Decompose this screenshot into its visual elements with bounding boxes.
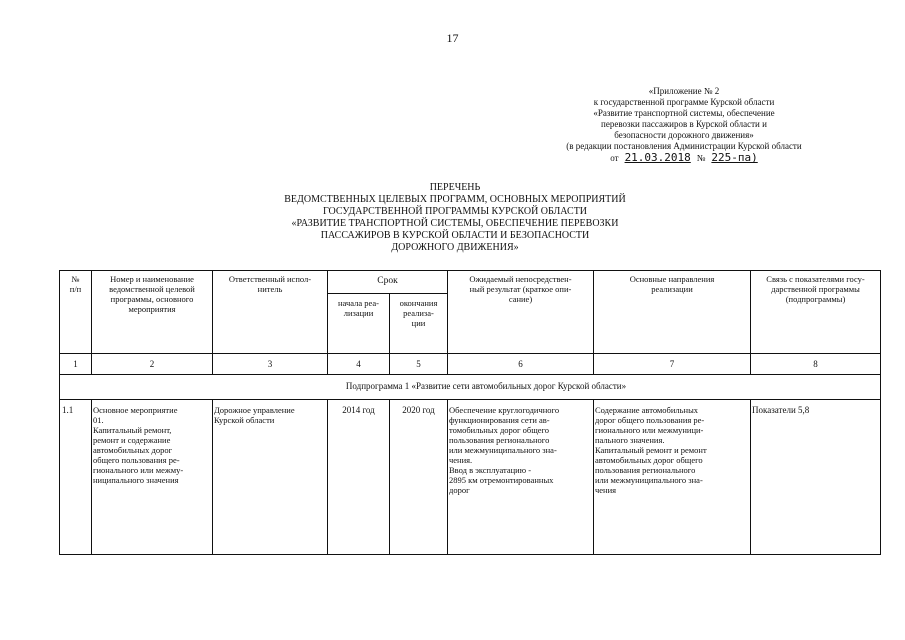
row-start: 2014 год [342, 405, 375, 415]
row-num: 1.1 [62, 405, 74, 415]
row-link: Показатели 5,8 [752, 405, 810, 415]
column-number: 4 [356, 359, 361, 369]
column-number: 8 [813, 359, 818, 369]
date-prefix: от [610, 153, 619, 163]
document-heading [240, 182, 670, 254]
header-term: Срок [377, 276, 398, 286]
annex-line: (в редакции постановления Администрации Курской области [566, 141, 802, 151]
subprogram-title: Подпрограмма 1 «Развитие сети автомобильных дорог Курской области» [345, 381, 627, 391]
annex-block [534, 86, 834, 164]
heading-line: ГОСУДАРСТВЕННОЙ ПРОГРАММЫ КУРСКОЙ ОБЛАСТИ [322, 206, 588, 217]
header-term-start: начала реа- лизации [338, 298, 379, 318]
number-prefix: № [696, 153, 706, 163]
header-term-end: окончания реализа- ции [399, 298, 438, 328]
header-num: № п/п [69, 274, 82, 294]
header-executor: Ответственный испол- нитель [228, 274, 312, 294]
annex-line: перевозки пассажиров в Курской области и [601, 119, 767, 129]
header-name: Номер и наименование ведомственной целевой программы, основного мероприятия [109, 274, 195, 314]
column-number: 6 [518, 359, 523, 369]
header-link: Связь с показателями госу- дарственной программы (подпрограммы) [766, 274, 865, 304]
annex-line: к государственной программе Курской области [593, 97, 775, 107]
number-value: 225-па) [711, 151, 758, 164]
heading-line: ВЕДОМСТВЕННЫХ ЦЕЛЕВЫХ ПРОГРАММ, ОСНОВНЫХ МЕРОПРИЯТИЙ [284, 194, 626, 205]
column-number: 7 [669, 359, 675, 369]
annex-line: «Приложение № 2 [648, 86, 720, 96]
row-end: 2020 год [402, 405, 435, 415]
annex-date-line [534, 152, 834, 164]
heading-line: ПАССАЖИРОВ В КУРСКОЙ ОБЛАСТИ И БЕЗОПАСНОСТИ [320, 230, 590, 241]
header-result: Ожидаемый непосредствен- ный результат (краткое опи- сание) [469, 274, 572, 304]
column-number: 2 [149, 359, 155, 369]
column-number: 5 [416, 359, 421, 369]
row-directions: Содержание автомобильных дорог общего пользования ре- гионального или межмуници- пального значения. Капитальный ремонт и ремонт автомобильных дорог общего пользования регионального или межмуниципального зна- чения [595, 405, 707, 495]
header-directions: Основные направления реализации [629, 274, 715, 294]
annex-line: безопасности дорожного движения» [614, 130, 754, 140]
row-name: Основное мероприятие 01. Капитальный ремонт, ремонт и содержание автомобильных дорог общего пользования ре- гионального или межму- ниципального значения [93, 405, 184, 485]
heading-line: ПЕРЕЧЕНЬ [429, 182, 481, 193]
heading-line: ДОРОЖНОГО ДВИЖЕНИЯ» [391, 242, 519, 253]
column-number: 3 [267, 359, 273, 369]
row-executor: Дорожное управление Курской области [214, 405, 295, 425]
heading-line: «РАЗВИТИЕ ТРАНСПОРТНОЙ СИСТЕМЫ, ОБЕСПЕЧЕНИЕ ПЕРЕВОЗКИ [291, 218, 619, 229]
column-number: 1 [73, 359, 78, 369]
page-number: 17 [446, 31, 459, 45]
row-result: Обеспечение круглогодичного функционирования сети ав- томобильных дорог общего пользования регионального или межмуниципального зна- чения. Ввод в эксплуатацию - 2895 км отремонтированных дорог [449, 405, 560, 495]
date-value: 21.03.2018 [624, 151, 691, 164]
annex-line: «Развитие транспортной системы, обеспечение [593, 108, 775, 118]
